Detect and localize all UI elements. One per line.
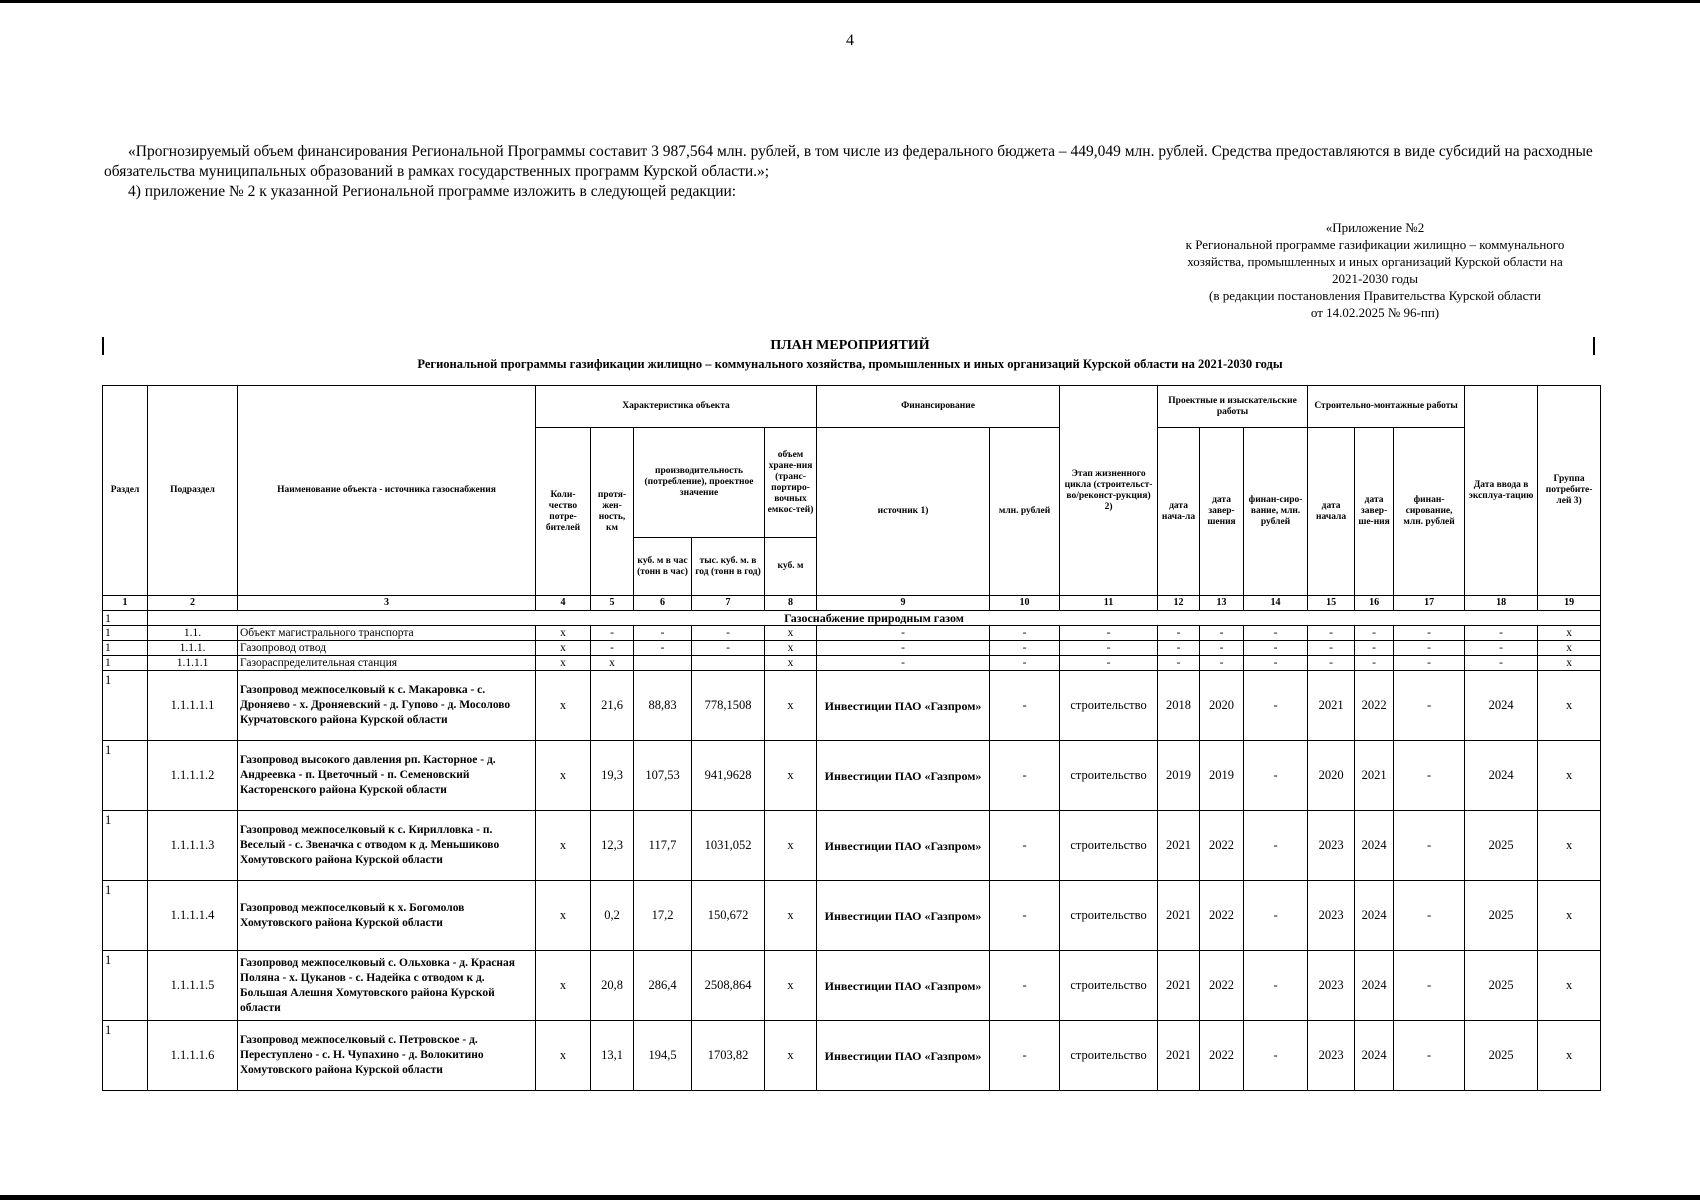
table-row — [103, 656, 1601, 671]
cell-funding-source: Инвестиции ПАО «Газпром» — [817, 881, 990, 951]
cell-construction-end: 2022 — [1355, 671, 1394, 741]
cell-razdel: 1 — [103, 641, 148, 656]
section-razdel: 1 — [103, 611, 148, 626]
table-cell: - — [1060, 626, 1158, 641]
header-podrazdel: Подраздел — [148, 386, 238, 596]
cell-design-financing: - — [1244, 1021, 1308, 1091]
column-number: 17 — [1394, 596, 1465, 611]
table-row — [103, 626, 1601, 641]
section-row — [103, 611, 1601, 626]
table-cell: - — [817, 656, 990, 671]
cell-m3-per-hour: 194,5 — [634, 1021, 692, 1091]
table-cell: - — [1394, 641, 1465, 656]
table-cell: - — [1060, 641, 1158, 656]
cell-construction-start: 2023 — [1308, 951, 1355, 1021]
table-cell: - — [1465, 626, 1538, 641]
cell-consumer-count: x — [536, 881, 591, 951]
cell-design-start: 2021 — [1158, 811, 1200, 881]
column-number: 3 — [238, 596, 536, 611]
cell-storage: x — [765, 811, 817, 881]
header-m3-per-year: тыс. куб. м. в год (тонн в год) — [692, 538, 765, 596]
table-row — [103, 881, 1601, 951]
header-financing: Финансирование — [817, 386, 1060, 428]
table-cell: - — [1355, 656, 1394, 671]
header-construction-end: дата завер-ше-ния — [1355, 428, 1394, 596]
cell-m3-per-year: 941,9628 — [692, 741, 765, 811]
cell-consumer-count: x — [536, 811, 591, 881]
cell-commission-date: 2025 — [1465, 951, 1538, 1021]
cell-construction-start: 2021 — [1308, 671, 1355, 741]
header-m3-per-hour: куб. м в час (тонн в час) — [634, 538, 692, 596]
cell-m3-per-year: 150,672 — [692, 881, 765, 951]
column-number: 18 — [1465, 596, 1538, 611]
cell-funding-source: Инвестиции ПАО «Газпром» — [817, 811, 990, 881]
cell-commission-date: 2024 — [1465, 671, 1538, 741]
cell-podrazdel: 1.1.1.1.4 — [148, 881, 238, 951]
table-row — [103, 671, 1601, 741]
cell-podrazdel: 1.1.1.1.6 — [148, 1021, 238, 1091]
column-number: 6 — [634, 596, 692, 611]
cell-length: 20,8 — [591, 951, 634, 1021]
cell-construction-start: 2023 — [1308, 1021, 1355, 1091]
table-cell: x — [1538, 656, 1601, 671]
cell-design-start: 2019 — [1158, 741, 1200, 811]
column-number: 12 — [1158, 596, 1200, 611]
cell-design-start: 2021 — [1158, 951, 1200, 1021]
cell-consumer-count: x — [536, 951, 591, 1021]
cell-lifecycle-stage: строительство — [1060, 741, 1158, 811]
column-number: 1 — [103, 596, 148, 611]
cell-m3-per-hour: 17,2 — [634, 881, 692, 951]
table-cell: x — [1538, 626, 1601, 641]
cell-podrazdel: 1.1.1.1.5 — [148, 951, 238, 1021]
cell-construction-end: 2024 — [1355, 1021, 1394, 1091]
cell-razdel: 1 — [103, 881, 148, 951]
column-number: 5 — [591, 596, 634, 611]
table-cell: x — [536, 626, 591, 641]
table-cell: - — [634, 641, 692, 656]
table-cell: - — [1200, 656, 1244, 671]
cell-construction-end: 2024 — [1355, 881, 1394, 951]
column-number: 8 — [765, 596, 817, 611]
table-cell: - — [591, 641, 634, 656]
appendix-line: 2021-2030 годы — [1331, 271, 1419, 286]
table-cell: - — [1355, 626, 1394, 641]
cell-m3-per-hour: 88,83 — [634, 671, 692, 741]
cell-design-financing: - — [1244, 741, 1308, 811]
page-number: 4 — [846, 32, 854, 49]
column-number: 16 — [1355, 596, 1394, 611]
table-cell: - — [817, 626, 990, 641]
table-cell: x — [591, 656, 634, 671]
cell-lifecycle-stage: строительство — [1060, 811, 1158, 881]
table-cell: - — [1244, 626, 1308, 641]
cell-construction-start: 2023 — [1308, 881, 1355, 951]
cell-construction-financing: - — [1394, 1021, 1465, 1091]
appendix-block — [1150, 219, 1600, 321]
header-razdel: Раздел — [103, 386, 148, 596]
table-cell: - — [1465, 641, 1538, 656]
column-number: 10 — [990, 596, 1060, 611]
cell-consumer-count: x — [536, 671, 591, 741]
intro-paragraph-appendix: 4) приложение № 2 к указанной Региональной программе изложить в следующей редакции: — [128, 183, 737, 200]
column-number: 9 — [817, 596, 990, 611]
cell-storage: x — [765, 671, 817, 741]
header-object-name: Наименование объекта - источника газоснабжения — [238, 386, 536, 596]
cell-commission-date: 2024 — [1465, 741, 1538, 811]
cell-construction-financing: - — [1394, 741, 1465, 811]
cell-funding-source: Инвестиции ПАО «Газпром» — [817, 951, 990, 1021]
cell-funding-mln: - — [990, 741, 1060, 811]
cell-design-end: 2019 — [1200, 741, 1244, 811]
table-cell: x — [765, 656, 817, 671]
table-cell: - — [1200, 626, 1244, 641]
cell-m3-per-year: 778,1508 — [692, 671, 765, 741]
cell-podrazdel: 1.1.1.1.3 — [148, 811, 238, 881]
cell-storage: x — [765, 741, 817, 811]
cell-m3-per-hour: 286,4 — [634, 951, 692, 1021]
cell-object-name: Газопровод межпоселковый к х. Богомолов Хомутовского района Курской области — [238, 881, 536, 951]
table-row — [103, 1021, 1601, 1091]
column-number: 13 — [1200, 596, 1244, 611]
cell-m3-per-year: 1703,82 — [692, 1021, 765, 1091]
header-length: протя-жен-ность, км — [591, 428, 634, 596]
cell-construction-financing: - — [1394, 881, 1465, 951]
cell-consumer-group: x — [1538, 671, 1601, 741]
header-design-start: дата нача-ла — [1158, 428, 1200, 596]
cell-storage: x — [765, 1021, 817, 1091]
header-storage-volume: объем хране-ния (транс-портиро-вочных емкос-тей) — [765, 428, 817, 538]
table-cell: - — [1158, 641, 1200, 656]
plan-title: ПЛАН МЕРОПРИЯТИЙ — [770, 338, 930, 353]
cell-construction-financing: - — [1394, 811, 1465, 881]
top-border — [0, 0, 1700, 3]
cell-funding-mln: - — [990, 1021, 1060, 1091]
cell-consumer-count: x — [536, 1021, 591, 1091]
cell-commission-date: 2025 — [1465, 811, 1538, 881]
cell-length: 0,2 — [591, 881, 634, 951]
cell-design-financing: - — [1244, 881, 1308, 951]
cell-object-name: Газопровод межпоселковый с. Петровское - д. Переступлено - с. Н. Чупахино - д. Волокитино Хомутовского района Курской области — [238, 1021, 536, 1091]
cell-lifecycle-stage: строительство — [1060, 1021, 1158, 1091]
cell-razdel: 1 — [103, 656, 148, 671]
table-cell: - — [591, 626, 634, 641]
cell-podrazdel: 1.1.1. — [148, 641, 238, 656]
table-row — [103, 741, 1601, 811]
cell-object-name: Газопровод отвод — [238, 641, 536, 656]
cell-construction-financing: - — [1394, 671, 1465, 741]
cell-funding-source: Инвестиции ПАО «Газпром» — [817, 741, 990, 811]
column-number: 4 — [536, 596, 591, 611]
cell-object-name: Газопровод межпоселковый к с. Макаровка - с. Дроняево - х. Дроняевский - д. Гупово - д. Мосолово Курчатовского района Курской области — [238, 671, 536, 741]
cell-commission-date: 2025 — [1465, 1021, 1538, 1091]
cell-razdel: 1 — [103, 811, 148, 881]
cell-construction-financing: - — [1394, 951, 1465, 1021]
cell-construction-end: 2024 — [1355, 951, 1394, 1021]
cell-razdel: 1 — [103, 1021, 148, 1091]
cell-design-end: 2022 — [1200, 951, 1244, 1021]
cell-consumer-group: x — [1538, 1021, 1601, 1091]
header-funding-mln: млн. рублей — [990, 428, 1060, 596]
cell-podrazdel: 1.1. — [148, 626, 238, 641]
header-productivity: производительность (потребление), проектное значение — [634, 428, 765, 538]
table-cell — [634, 656, 692, 671]
appendix-line: «Приложение №2 — [1325, 220, 1425, 235]
cell-funding-source: Инвестиции ПАО «Газпром» — [817, 1021, 990, 1091]
table-cell: x — [765, 626, 817, 641]
appendix-line: от 14.02.2025 № 96-пп) — [1310, 305, 1440, 320]
header-design-end: дата завер-шения — [1200, 428, 1244, 596]
cell-storage: x — [765, 951, 817, 1021]
appendix-line: (в редакции постановления Правительства Курской области — [1209, 288, 1541, 303]
cell-funding-source: Инвестиции ПАО «Газпром» — [817, 671, 990, 741]
cell-funding-mln: - — [990, 811, 1060, 881]
cell-lifecycle-stage: строительство — [1060, 951, 1158, 1021]
cell-length: 19,3 — [591, 741, 634, 811]
table-cell: - — [634, 626, 692, 641]
cell-podrazdel: 1.1.1.1.1 — [148, 671, 238, 741]
cell-consumer-group: x — [1538, 881, 1601, 951]
table-cell: - — [1308, 656, 1355, 671]
table-cell: - — [817, 641, 990, 656]
header-construction-financing: финан-сирование, млн. рублей — [1394, 428, 1465, 596]
cell-funding-mln: - — [990, 881, 1060, 951]
header-construction-start: дата начала — [1308, 428, 1355, 596]
cell-object-name: Газораспределительная станция — [238, 656, 536, 671]
table-row — [103, 951, 1601, 1021]
section-title: Газоснабжение природным газом — [148, 611, 1601, 626]
table-cell: - — [1200, 641, 1244, 656]
cell-design-start: 2018 — [1158, 671, 1200, 741]
cell-razdel: 1 — [103, 741, 148, 811]
table-cell: - — [990, 626, 1060, 641]
table-cell: - — [1394, 626, 1465, 641]
appendix-line: хозяйства, промышленных и иных организаций Курской области на — [1187, 254, 1563, 269]
cell-object-name: Газопровод межпоселковый с. Ольховка - д. Красная Поляна - х. Цуканов - с. Надейка с отводом к д. Большая Алешня Хомутовского района Курской области — [238, 951, 536, 1021]
cell-storage: x — [765, 881, 817, 951]
header-object-characteristics: Характеристика объекта — [536, 386, 817, 428]
table-cell: - — [1060, 656, 1158, 671]
cell-length: 13,1 — [591, 1021, 634, 1091]
cell-length: 12,3 — [591, 811, 634, 881]
table-cell: - — [1394, 656, 1465, 671]
cell-m3-per-hour: 107,53 — [634, 741, 692, 811]
cell-length: 21,6 — [591, 671, 634, 741]
column-number: 14 — [1244, 596, 1308, 611]
table-cell: - — [692, 626, 765, 641]
header-consumer-count: Коли-чество потре-бителей — [536, 428, 591, 596]
header-commission-date: Дата ввода в эксплуа-тацию — [1465, 386, 1538, 596]
cell-construction-end: 2021 — [1355, 741, 1394, 811]
column-number: 2 — [148, 596, 238, 611]
header-m3: куб. м — [765, 538, 817, 596]
plan-subtitle: Региональной программы газификации жилищно – коммунального хозяйства, промышленных и иных организаций Курской области на 2021-2030 годы — [417, 357, 1283, 371]
table-cell: - — [1355, 641, 1394, 656]
table-row — [103, 641, 1601, 656]
table-cell: - — [990, 656, 1060, 671]
column-number: 7 — [692, 596, 765, 611]
cell-podrazdel: 1.1.1.1 — [148, 656, 238, 671]
cell-razdel: 1 — [103, 671, 148, 741]
cell-m3-per-hour: 117,7 — [634, 811, 692, 881]
cell-design-end: 2020 — [1200, 671, 1244, 741]
table-cell: - — [1244, 641, 1308, 656]
cell-m3-per-year: 1031,052 — [692, 811, 765, 881]
cell-object-name: Объект магистрального транспорта — [238, 626, 536, 641]
cell-design-end: 2022 — [1200, 1021, 1244, 1091]
cell-m3-per-year: 2508,864 — [692, 951, 765, 1021]
intro-paragraph-financing: «Прогнозируемый объем финансирования Региональной Программы составит 3 987,564 млн. рублей, в том числе из федерального бюджета – 449,049 млн. рублей. Средства предоставляются в виде субсидий на расходные обязательства муниципальных образований в рамках государственных программ Курской области.»; — [104, 143, 1593, 180]
cell-design-start: 2021 — [1158, 1021, 1200, 1091]
cell-construction-start: 2020 — [1308, 741, 1355, 811]
table-cell: - — [1308, 641, 1355, 656]
cell-object-name: Газопровод межпоселковый к с. Кирилловка - п. Веселый - с. Звеначка с отводом к д. Меньшиково Хомутовского района Курской области — [238, 811, 536, 881]
cell-funding-mln: - — [990, 951, 1060, 1021]
cell-consumer-count: x — [536, 741, 591, 811]
table-cell: x — [536, 641, 591, 656]
header-lifecycle-stage: Этап жизненного цикла (строительст-во/реконст-рукция) 2) — [1060, 386, 1158, 596]
header-construction-works: Строительно-монтажные работы — [1308, 386, 1465, 428]
column-number-row — [103, 596, 1601, 611]
column-number: 11 — [1060, 596, 1158, 611]
table-cell: - — [1308, 626, 1355, 641]
cell-podrazdel: 1.1.1.1.2 — [148, 741, 238, 811]
table-cell: - — [1158, 626, 1200, 641]
table-cell: - — [692, 641, 765, 656]
appendix-line: к Региональной программе газификации жилищно – коммунального — [1185, 237, 1565, 252]
cell-design-financing: - — [1244, 811, 1308, 881]
table-cell — [692, 656, 765, 671]
cell-design-financing: - — [1244, 671, 1308, 741]
header-funding-source: источник 1) — [817, 428, 990, 596]
table-cell: x — [1538, 641, 1601, 656]
cell-design-start: 2021 — [1158, 881, 1200, 951]
table-cell: x — [765, 641, 817, 656]
cell-razdel: 1 — [103, 626, 148, 641]
cell-lifecycle-stage: строительство — [1060, 881, 1158, 951]
table-cell: - — [1465, 656, 1538, 671]
cell-construction-end: 2024 — [1355, 811, 1394, 881]
cell-razdel: 1 — [103, 951, 148, 1021]
cell-design-financing: - — [1244, 951, 1308, 1021]
table-cell: - — [1158, 656, 1200, 671]
column-number: 15 — [1308, 596, 1355, 611]
cell-consumer-group: x — [1538, 741, 1601, 811]
cell-construction-start: 2023 — [1308, 811, 1355, 881]
table-row — [103, 811, 1601, 881]
plan-table — [102, 385, 1601, 1091]
cell-commission-date: 2025 — [1465, 881, 1538, 951]
table-cell: x — [536, 656, 591, 671]
intro-text — [104, 142, 1594, 202]
column-number: 19 — [1538, 596, 1601, 611]
header-design-works: Проектные и изыскательские работы — [1158, 386, 1308, 428]
table-cell: - — [1244, 656, 1308, 671]
cell-design-end: 2022 — [1200, 881, 1244, 951]
cell-lifecycle-stage: строительство — [1060, 671, 1158, 741]
header-consumer-group: Группа потребите-лей 3) — [1538, 386, 1601, 596]
table-cell: - — [990, 641, 1060, 656]
cell-design-end: 2022 — [1200, 811, 1244, 881]
header-design-financing: финан-сиро-вание, млн. рублей — [1244, 428, 1308, 596]
cell-object-name: Газопровод высокого давления рп. Касторное - д. Андреевка - п. Цветочный - п. Семеновский Касторенского района Курской области — [238, 741, 536, 811]
cell-consumer-group: x — [1538, 811, 1601, 881]
cell-consumer-group: x — [1538, 951, 1601, 1021]
bottom-border — [0, 1195, 1700, 1200]
cell-funding-mln: - — [990, 671, 1060, 741]
